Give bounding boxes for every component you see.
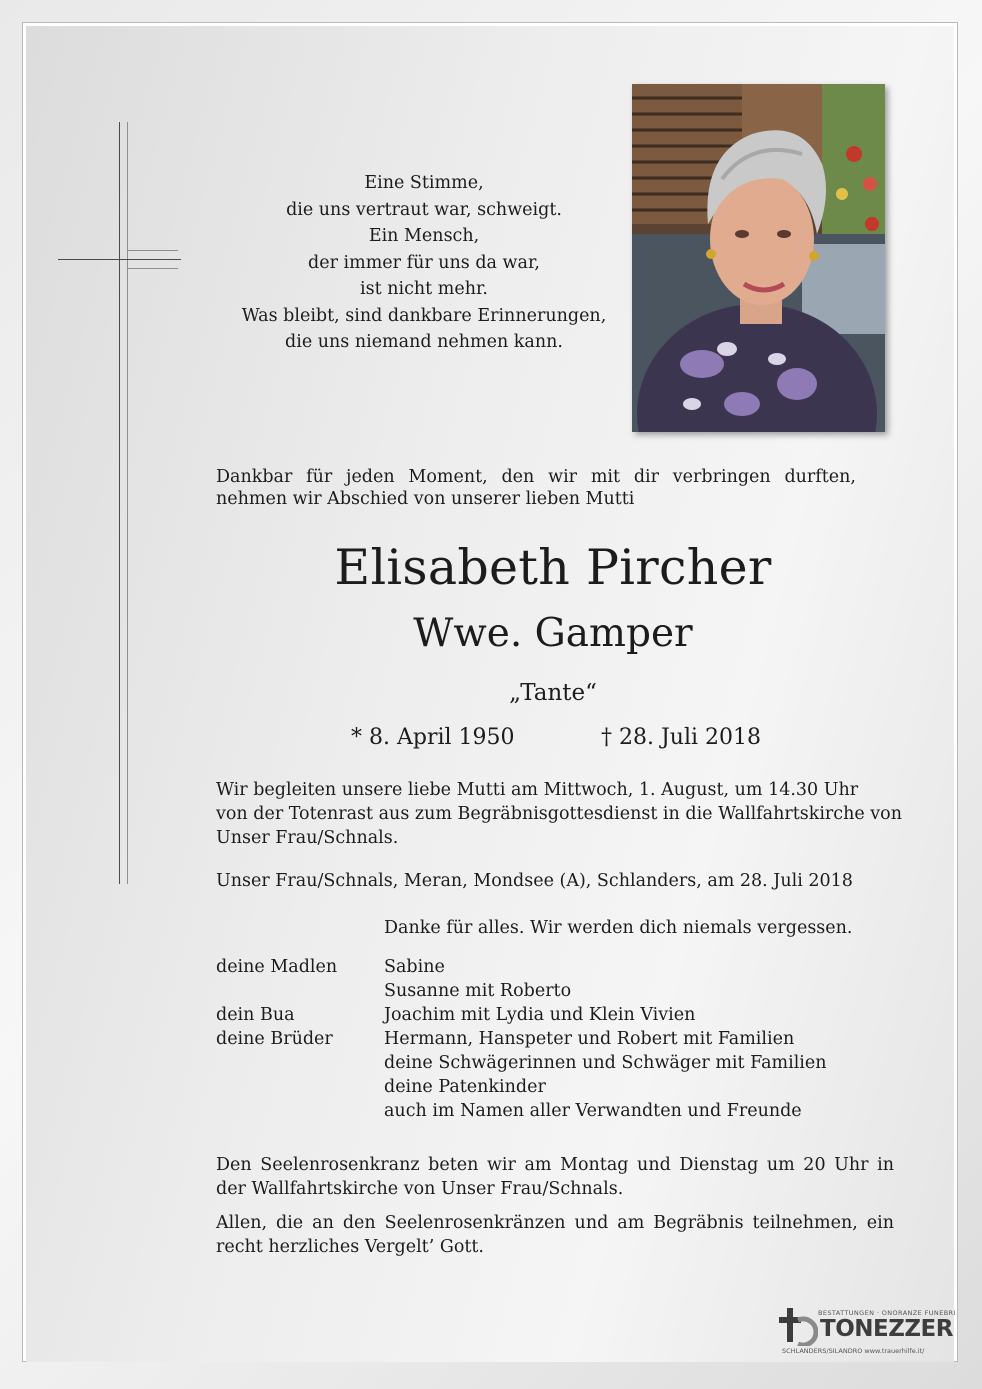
mourner-relation: deine Brüder xyxy=(216,1029,333,1049)
portrait-photo xyxy=(632,84,885,432)
mourner-row xyxy=(216,1051,856,1075)
mourner-row xyxy=(216,1003,856,1027)
mourner-row xyxy=(216,955,856,979)
place-date: Unser Frau/Schnals, Meran, Mondsee (A), Schlanders, am 28. Juli 2018 xyxy=(216,871,853,891)
deceased-nickname: „Tante“ xyxy=(509,680,597,706)
mourner-names: Susanne mit Roberto xyxy=(384,981,572,1001)
mourner-names: deine Schwägerinnen und Schwäger mit Familien xyxy=(384,1053,827,1073)
deceased-alias: Wwe. Gamper xyxy=(413,611,693,656)
cross-horizontal-accent-bottom xyxy=(128,268,178,269)
cross-vertical-line-shadow xyxy=(127,122,128,884)
mourner-row xyxy=(216,1099,856,1123)
rosary-notice: Den Seelenrosenkranz beten wir am Montag und Dienstag um 20 Uhr in der Wallfahrtskirche von Unser Frau/Schnals. xyxy=(216,1155,894,1199)
funeral-line: Unser Frau/Schnals. xyxy=(216,828,399,848)
closing-thanks: Allen, die an den Seelenrosenkränzen und am Begräbnis teilnehmen, ein recht herzliches Vergelt’ Gott. xyxy=(216,1213,894,1257)
mourners-list xyxy=(216,955,856,1123)
mourner-row xyxy=(216,1075,856,1099)
funeral-home-logo xyxy=(778,1306,956,1358)
poem-line: die uns niemand nehmen kann. xyxy=(285,332,563,352)
cross-horizontal-accent-top xyxy=(128,250,178,251)
poem-line: der immer für uns da war, xyxy=(308,252,540,273)
funeral-announcement xyxy=(216,778,902,850)
poem-line: Eine Stimme, xyxy=(364,173,484,193)
cross-horizontal-line xyxy=(58,259,181,260)
cross-vertical-line xyxy=(119,122,120,884)
poem-line: Ein Mensch, xyxy=(368,226,480,246)
deceased-name: Elisabeth Pircher xyxy=(334,539,772,596)
mourner-names: auch im Namen aller Verwandten und Freunde xyxy=(384,1101,802,1121)
funeral-line: Wir begleiten unsere liebe Mutti am Mittwoch, 1. August, um 14.30 Uhr xyxy=(216,780,859,800)
birth-date: * 8. April 1950 xyxy=(351,725,515,750)
mourner-names: Sabine xyxy=(384,957,445,977)
intro-text: Dankbar für jeden Moment, den wir mit dir verbringen durften, nehmen wir Abschied von unserer lieben Mutti xyxy=(216,467,856,509)
mourner-names: Joachim mit Lydia und Klein Vivien xyxy=(384,1005,696,1025)
death-date: † 28. Juli 2018 xyxy=(601,725,762,750)
mourner-names: Hermann, Hanspeter und Robert mit Familien xyxy=(384,1029,795,1049)
mourner-relation: dein Bua xyxy=(216,1005,295,1025)
mourner-relation: deine Madlen xyxy=(216,957,338,977)
poem-line: die uns vertraut war, schweigt. xyxy=(286,199,562,220)
logo-brand: TONEZZER xyxy=(820,1316,953,1342)
logo-footer: SCHLANDERS/SILANDRO www.trauerhilfe.it/ xyxy=(782,1347,925,1355)
mourner-row xyxy=(216,979,856,1003)
thanks-line: Danke für alles. Wir werden dich niemals vergessen. xyxy=(384,918,853,938)
mourner-row xyxy=(216,1027,856,1051)
cross-logo-icon xyxy=(778,1306,818,1346)
poem-line: Was bleibt, sind dankbare Erinnerungen, xyxy=(241,305,607,326)
logo-tagline: BESTATTUNGEN · ONORANZE FUNEBRI xyxy=(818,1309,956,1317)
poem-line: ist nicht mehr. xyxy=(360,279,488,299)
poem xyxy=(220,170,628,356)
funeral-line: von der Totenrast aus zum Begräbnisgottesdienst in die Wallfahrtskirche von xyxy=(216,804,902,824)
mourner-names: deine Patenkinder xyxy=(384,1077,546,1097)
